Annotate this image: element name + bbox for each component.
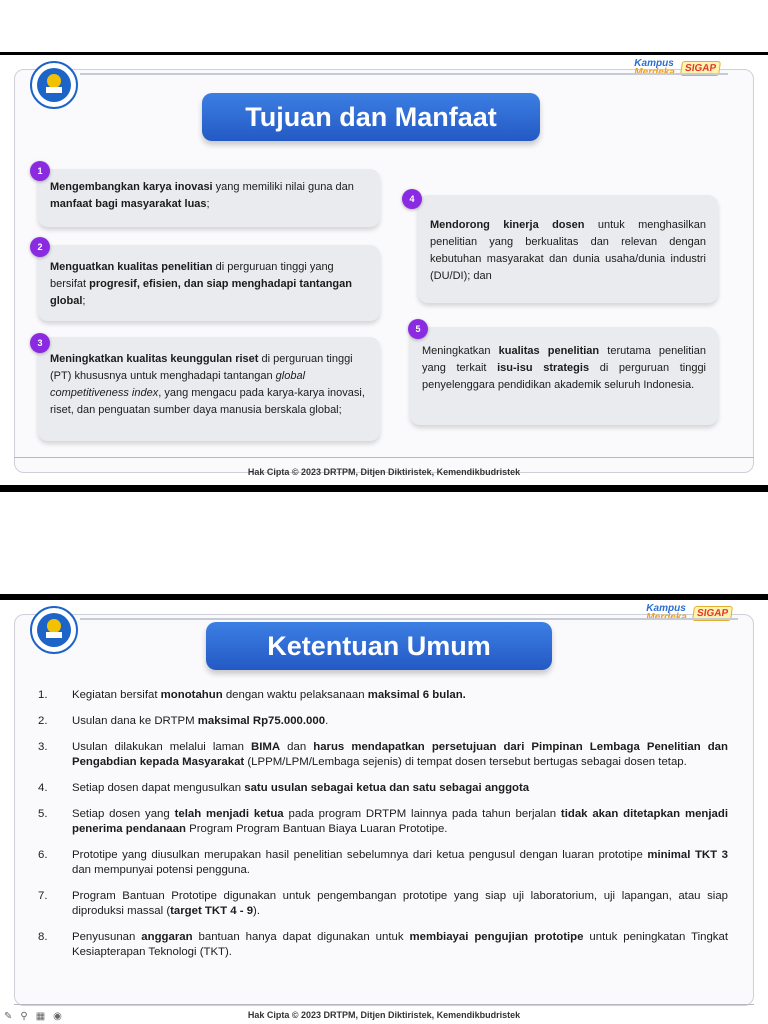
rule-number: 3. <box>38 741 48 753</box>
rule-text <box>72 740 728 770</box>
bold-text: minimal TKT 3 <box>647 849 728 861</box>
rule-item <box>38 740 728 770</box>
camera-icon[interactable]: ◉ <box>53 1011 62 1022</box>
text-run: bantuan hanya dapat digunakan untuk <box>192 931 410 943</box>
goal-text-4 <box>430 219 706 282</box>
text-run: untuk peningkatan Tingkat Kesiapterapan Teknologi (TKT). <box>72 931 728 958</box>
bold-text: satu usulan sebagai ketua dan satu sebagai anggota <box>244 782 530 794</box>
rule-text <box>72 688 728 703</box>
bold-text: isu-isu strategis <box>497 362 590 374</box>
goal-badge-1: 1 <box>30 161 50 181</box>
bold-text: progresif, efisien, dan siap menghadapi tantangan global <box>50 278 352 307</box>
goal-badge-5: 5 <box>408 319 428 339</box>
slide-title <box>202 93 540 141</box>
bold-text: kualitas penelitian <box>498 345 600 357</box>
text-run: dan <box>280 741 314 753</box>
goal-badge-2: 2 <box>30 237 50 257</box>
goal-card-4 <box>418 195 718 303</box>
rule-number: 1. <box>38 689 48 701</box>
goal-card-1 <box>38 169 380 227</box>
text-run: dan mempunyai potensi pengguna. <box>72 864 250 876</box>
text-run: terutama penelitian yang terkait <box>422 345 706 374</box>
header-rule <box>80 618 738 620</box>
text-run: ; <box>206 198 210 210</box>
text-run: ). <box>253 905 261 917</box>
goal-text-3 <box>50 353 365 416</box>
rule-item <box>38 781 728 796</box>
rule-item <box>38 714 728 729</box>
bold-text: telah menjadi ketua <box>174 808 284 820</box>
rule-text <box>72 781 728 796</box>
rule-number: 2. <box>38 715 48 727</box>
text-run: Setiap dosen dapat mengusulkan <box>72 782 245 794</box>
slide-ketentuan-umum <box>0 594 768 1024</box>
sigap-logo: SIGAP <box>680 61 721 76</box>
text-run: Usulan dilakukan melalui laman <box>72 741 251 753</box>
bold-text: BIMA <box>250 741 281 753</box>
text-run: Program Program Bantuan Biaya Luaran Prototipe. <box>185 823 448 835</box>
bold-text: Menguatkan kualitas penelitian <box>50 261 213 273</box>
kampus-text: Kampus <box>634 58 674 69</box>
rule-item <box>38 889 728 919</box>
slides-icon[interactable]: ▦ <box>35 1011 46 1022</box>
bold-text: target TKT 4 - 9 <box>170 905 254 917</box>
slide-tujuan-manfaat <box>0 52 768 488</box>
slide-title-text: Ketentuan Umum <box>267 630 491 661</box>
text-run: . <box>325 715 329 727</box>
tut-wuri-icon <box>36 612 72 648</box>
sigap-logo: SIGAP <box>692 606 733 621</box>
text-run: di perguruan tinggi yang bersifat <box>50 261 334 290</box>
text-run: Penyusunan <box>72 931 142 943</box>
text-run: ; <box>82 295 86 307</box>
rule-text <box>72 714 728 729</box>
goal-badge-3: 3 <box>30 333 50 353</box>
pen-icon[interactable]: ✎ <box>4 1011 13 1022</box>
text-run: untuk menghasilkan penelitian yang berkualitas dan relevan dengan kebutuhan masyarakat dan dunia usaha/dunia industri (DU/DI); dan <box>430 219 706 282</box>
header-rule <box>80 73 728 75</box>
text-run: pada program DRTPM lainnya pada tahun berjalan <box>283 808 561 820</box>
text-run: Usulan dana ke DRTPM <box>72 715 198 727</box>
bold-text: Mendorong kinerja dosen <box>430 219 585 231</box>
tut-wuri-icon <box>36 67 72 103</box>
top-band <box>0 0 768 52</box>
text-run: yang memiliki nilai guna dan <box>212 181 354 193</box>
rule-item <box>38 688 728 703</box>
slide-title <box>206 622 552 670</box>
tut-wuri-logo <box>30 61 78 109</box>
bold-text: Mengembangkan karya inovasi <box>50 181 213 193</box>
goal-card-5 <box>410 327 718 425</box>
tut-wuri-logo <box>30 606 78 654</box>
bold-text: maksimal 6 bulan. <box>367 689 466 701</box>
rule-text <box>72 889 728 919</box>
rule-number: 7. <box>38 890 48 902</box>
rule-number: 8. <box>38 931 48 943</box>
bold-text: harus mendapatkan persetujuan dari Pimpinan Lembaga Penelitian dan Pengabdian kepada Masyarakat <box>72 741 728 768</box>
goal-text-5 <box>422 345 706 391</box>
text-run: dengan waktu pelaksanaan <box>222 689 368 701</box>
bold-text: maksimal Rp75.000.000 <box>197 715 326 727</box>
goal-text-1 <box>50 181 354 210</box>
kampus-text: Kampus <box>646 603 686 614</box>
rule-number: 4. <box>38 782 48 794</box>
bold-text: tidak akan ditetapkan menjadi penerima pendanaan <box>72 808 728 835</box>
rule-number: 5. <box>38 808 48 820</box>
italic-text: global competitiveness index <box>50 370 306 399</box>
search-icon[interactable]: ⚲ <box>20 1011 28 1022</box>
text-run: Program Bantuan Prototipe digunakan untuk pengembangan prototipe yang siap uji laboratorium, uji lapangan, atau siap diproduksi massal ( <box>72 890 728 917</box>
rule-text <box>72 807 728 837</box>
text-run: (LPPM/LPM/Lembaga sejenis) di tempat dosen tersebut bertugas sebagai dosen tetap. <box>244 756 687 768</box>
footer-rule <box>14 1004 754 1005</box>
footer-rule <box>14 457 754 458</box>
band-mid-top <box>0 488 768 492</box>
viewer-toolbar <box>0 1009 66 1024</box>
copyright-text: Hak Cipta © 2023 DRTPM, Ditjen Diktiristek, Kemendikbudristek <box>247 467 521 477</box>
text-run: , yang mengacu pada karya-karya inovasi, riset, dan penguatan sumber daya manusia berskala global; <box>50 387 365 416</box>
rule-item <box>38 930 728 960</box>
text-run: Prototipe yang diusulkan merupakan hasil penelitian sebelumnya dari ketua pengusul dengan luaran prototipe <box>72 849 648 861</box>
goal-text-2 <box>50 261 352 307</box>
goal-card-2 <box>38 245 380 321</box>
text-run: di perguruan tinggi penyelenggara pendidikan akademik seluruh Indonesia. <box>422 362 707 391</box>
rules-list <box>38 688 728 971</box>
goal-card-3 <box>38 337 380 441</box>
text-run: Setiap dosen yang <box>72 808 175 820</box>
rule-text <box>72 930 728 960</box>
text-run: Kegiatan bersifat <box>72 689 161 701</box>
text-run: Meningkatkan <box>422 345 499 357</box>
bold-text: monotahun <box>160 689 223 701</box>
text-run: di perguruan tinggi (PT) khususnya untuk menghadapi tantangan <box>50 353 353 382</box>
slide-title-text: Tujuan dan Manfaat <box>245 101 497 132</box>
bold-text: anggaran <box>141 931 193 943</box>
bold-text: Meningkatkan kualitas keunggulan riset <box>50 353 259 365</box>
rule-item <box>38 807 728 837</box>
rule-item <box>38 848 728 878</box>
goal-badge-4: 4 <box>402 189 422 209</box>
copyright-text: Hak Cipta © 2023 DRTPM, Ditjen Diktiristek, Kemendikbudristek <box>247 1010 521 1020</box>
rule-number: 6. <box>38 849 48 861</box>
bold-text: membiayai pengujian prototipe <box>409 931 584 943</box>
rule-text <box>72 848 728 878</box>
bold-text: manfaat bagi masyarakat luas <box>50 198 207 210</box>
